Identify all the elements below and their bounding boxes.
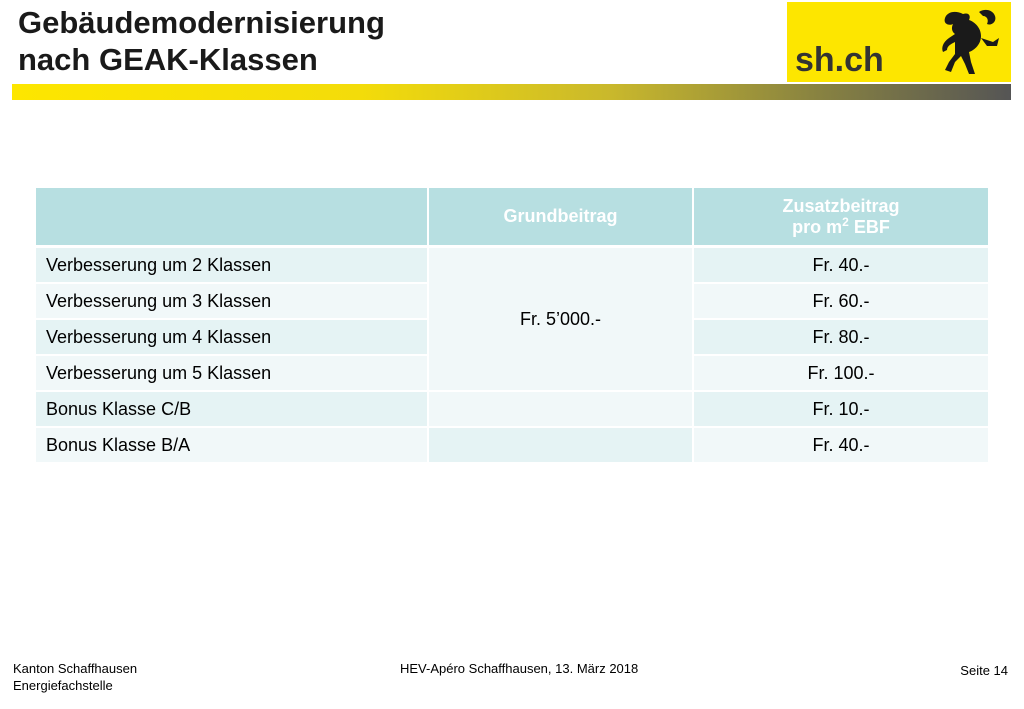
row-zusatzbeitrag: Fr. 40.- (694, 428, 988, 464)
logo-text: sh.ch (795, 41, 884, 79)
header-cell-empty (36, 188, 429, 248)
header-gradient-bar (12, 84, 1011, 100)
table-header-row (36, 188, 988, 248)
slide-title (18, 4, 385, 78)
footer-organization (13, 660, 137, 694)
ram-emblem-icon (925, 4, 1005, 80)
table-row (36, 428, 988, 464)
row-zusatzbeitrag: Fr. 10.- (694, 392, 988, 428)
header-grundbeitrag: Grundbeitrag (429, 188, 694, 248)
row-label: Verbesserung um 2 Klassen (36, 248, 429, 284)
header-zusatzbeitrag-line1: Zusatzbeitrag (782, 195, 900, 216)
table-row (36, 392, 988, 428)
header-zusatzbeitrag-sup: 2 (842, 214, 849, 229)
footer-event: HEV-Apéro Schaffhausen, 13. März 2018 (400, 661, 639, 676)
table-row (36, 248, 988, 284)
row-zusatzbeitrag: Fr. 40.- (694, 248, 988, 284)
row-label: Bonus Klasse C/B (36, 392, 429, 428)
footer-page-number: Seite 14 (960, 663, 1008, 678)
row-zusatzbeitrag: Fr. 100.- (694, 356, 988, 392)
slide-title-line2: nach GEAK-Klassen (18, 42, 318, 77)
row-label: Verbesserung um 5 Klassen (36, 356, 429, 392)
header-zusatzbeitrag-prefix: pro m (792, 216, 843, 237)
header-zusatzbeitrag-suffix: EBF (848, 216, 890, 237)
sh-ch-logo (787, 2, 1011, 82)
row-label: Verbesserung um 4 Klassen (36, 320, 429, 356)
footer-org-line2: Energiefachstelle (13, 678, 113, 693)
row-zusatzbeitrag: Fr. 80.- (694, 320, 988, 356)
empty-cell (429, 392, 694, 428)
row-label: Bonus Klasse B/A (36, 428, 429, 464)
slide-title-line1: Gebäudemodernisierung (18, 5, 385, 40)
empty-cell (429, 428, 694, 464)
row-label: Verbesserung um 3 Klassen (36, 284, 429, 320)
subsidy-table (36, 188, 988, 464)
header-zusatzbeitrag (694, 188, 988, 248)
grundbeitrag-merged-cell: Fr. 5’000.- (429, 248, 694, 392)
row-zusatzbeitrag: Fr. 60.- (694, 284, 988, 320)
footer-org-line1: Kanton Schaffhausen (13, 661, 138, 676)
